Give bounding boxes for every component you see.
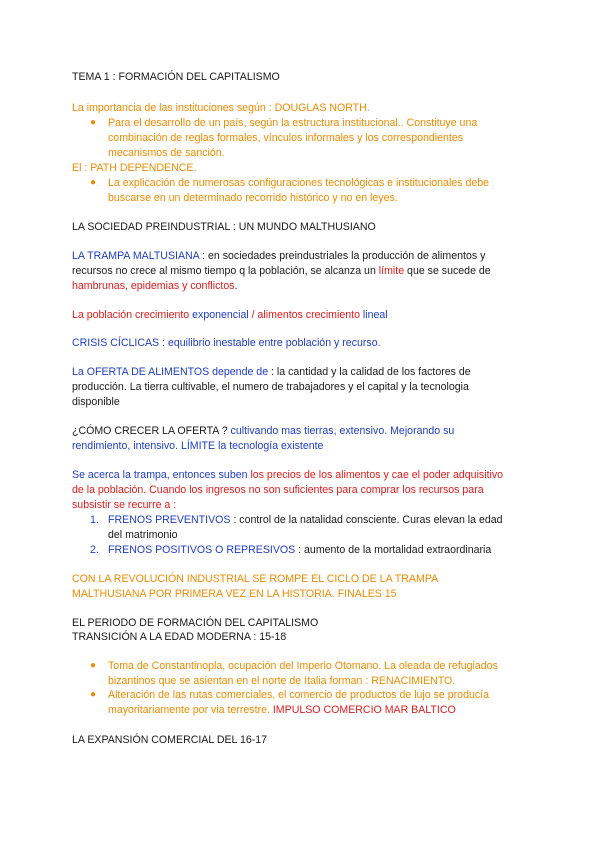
- crisis-text: : equilibrio inestable entre población y recurso.: [159, 337, 381, 349]
- expansion-heading: LA EXPANSIÓN COMERCIAL DEL 16-17: [72, 734, 268, 746]
- path-dependence-heading: El : PATH DEPENDENCE.: [72, 162, 197, 174]
- periodo-heading: EL PERIODO DE FORMACIÓN DEL CAPITALISMO: [72, 617, 319, 629]
- frenos-preventivos-line2: del matrimonio: [108, 529, 178, 541]
- frenos-preventivos-text: : control de la natalidad consciente. Curas elevan la edad: [230, 514, 503, 526]
- crisis-label: CRISIS CÍCLICAS: [72, 337, 160, 349]
- trampa-line3: [72, 279, 532, 294]
- frenos-preventivos-line1: [108, 513, 503, 528]
- bullet-institutions-line3: mecanismos de sanción.: [108, 147, 225, 159]
- bullet-icon: ●: [90, 117, 97, 128]
- transicion-bullet1-line1: Toma de Constantinopla, ocupación del Imperio Otomano. La oleada de refugiados: [108, 660, 498, 672]
- trampa-limite: límite: [378, 265, 405, 277]
- institutions-heading: La importancia de las instituciones según : DOUGLAS NORTH.: [72, 102, 370, 114]
- poblacion-line: [72, 308, 532, 323]
- list-number: 2.: [90, 544, 99, 556]
- list-number: 1.: [90, 514, 99, 526]
- trampa-crises: hambrunas, epidemias y conflictos: [72, 280, 235, 292]
- oferta-label: La OFERTA DE ALIMENTOS depende de: [72, 366, 269, 378]
- transicion-bullet2-line2: [108, 703, 456, 718]
- frenos-text1b: los precios de los alimentos y cae el poder adquisitivo: [250, 469, 504, 481]
- transicion-baltico: IMPULSO COMERCIO MAR BALTICO: [272, 704, 456, 716]
- frenos-positivos-line: [108, 543, 491, 558]
- poblacion-text2: / alimentos crecimiento: [248, 309, 363, 321]
- crecer-line2: rendimiento, intensivo. LÍMITE la tecnología existente: [72, 440, 324, 452]
- section-preindustrial-heading: LA SOCIEDAD PREINDUSTRIAL : UN MUNDO MALTHUSIANO: [72, 221, 376, 233]
- poblacion-text1: La población crecimiento: [72, 309, 193, 321]
- trampa-label: LA TRAMPA MALTUSIANA: [72, 250, 200, 262]
- oferta-line2: producción. La tierra cultivable, el numero de trabajadores y el capital y la tecnologia: [72, 381, 469, 393]
- revolucion-line2: MALTHUSIANA POR PRIMERA VEZ EN LA HISTORIA. FINALES 15: [72, 588, 397, 600]
- crecer-question: ¿CÓMO CRECER LA OFERTA ?: [72, 425, 231, 437]
- transicion-heading: TRANSICIÓN A LA EDAD MODERNA : 15-18: [72, 631, 287, 643]
- trampa-text4: .: [234, 280, 238, 292]
- transicion-bullet2-text: mayoritariamente por via terrestre.: [108, 704, 273, 716]
- trampa-line2: [72, 264, 532, 279]
- oferta-line1: [72, 365, 532, 380]
- oferta-text1: : la cantidad y la calidad de los factores de: [268, 366, 471, 378]
- frenos-positivos-label: FRENOS POSITIVOS O REPRESIVOS: [108, 544, 296, 556]
- bullet-path-line2: buscarse en un determinado recorrido histórico y no en leyes.: [108, 192, 398, 204]
- frenos-line1: [72, 468, 532, 483]
- frenos-positivos-text: : aumento de la mortalidad extraordinaria: [295, 544, 492, 556]
- bullet-institutions-line2: combinación de reglas formales, vínculos informales y los correspondientes: [108, 132, 464, 144]
- oferta-line3: disponible: [72, 396, 120, 408]
- transicion-bullet2-line1: Alteración de las rutas comerciales, el comercio de productos de lujo se producía: [108, 689, 489, 701]
- frenos-line2: de la población. Cuando los ingresos no son suficientes para comprar los recursos para: [72, 484, 484, 496]
- crecer-answer1: cultivando mas tierras, extensivo. Mejorando su: [230, 425, 455, 437]
- bullet-icon: ●: [90, 689, 97, 700]
- bullet-path-line1: La explicación de numerosas configuraciones tecnológicas e institucionales debe: [108, 177, 490, 189]
- document-title: TEMA 1 : FORMACIÓN DEL CAPITALISMO: [72, 71, 280, 83]
- frenos-preventivos-label: FRENOS PREVENTIVOS: [108, 514, 231, 526]
- trampa-text1: : en sociedades preindustriales la producción de alimentos y: [199, 250, 486, 262]
- trampa-text2: recursos no crece al mismo tiempo q la población, se alcanza un: [72, 265, 379, 277]
- poblacion-lineal: lineal: [362, 309, 388, 321]
- transicion-bullet1-line2: bizantinos que se asientan en el norte de Italia forman : RENACIMIENTO.: [108, 675, 456, 687]
- bullet-institutions-line1: Para el desarrollo de un país, según la estructura institucional.. Constituye una: [108, 117, 478, 129]
- bullet-icon: ●: [90, 177, 97, 188]
- revolucion-line1: CON LA REVOLUCIÓN INDUSTRIAL SE ROMPE EL CICLO DE LA TRAMPA: [72, 573, 439, 585]
- trampa-line1: [72, 249, 532, 264]
- crecer-line1: [72, 424, 532, 439]
- crisis-line: [72, 336, 532, 351]
- trampa-text3: que se sucede de: [404, 265, 491, 277]
- frenos-text1a: Se acerca la trampa, entonces suben: [72, 469, 251, 481]
- frenos-line3: subsistir se recurre a :: [72, 499, 177, 511]
- poblacion-exponencial: exponencial: [192, 309, 249, 321]
- bullet-icon: ●: [90, 660, 97, 671]
